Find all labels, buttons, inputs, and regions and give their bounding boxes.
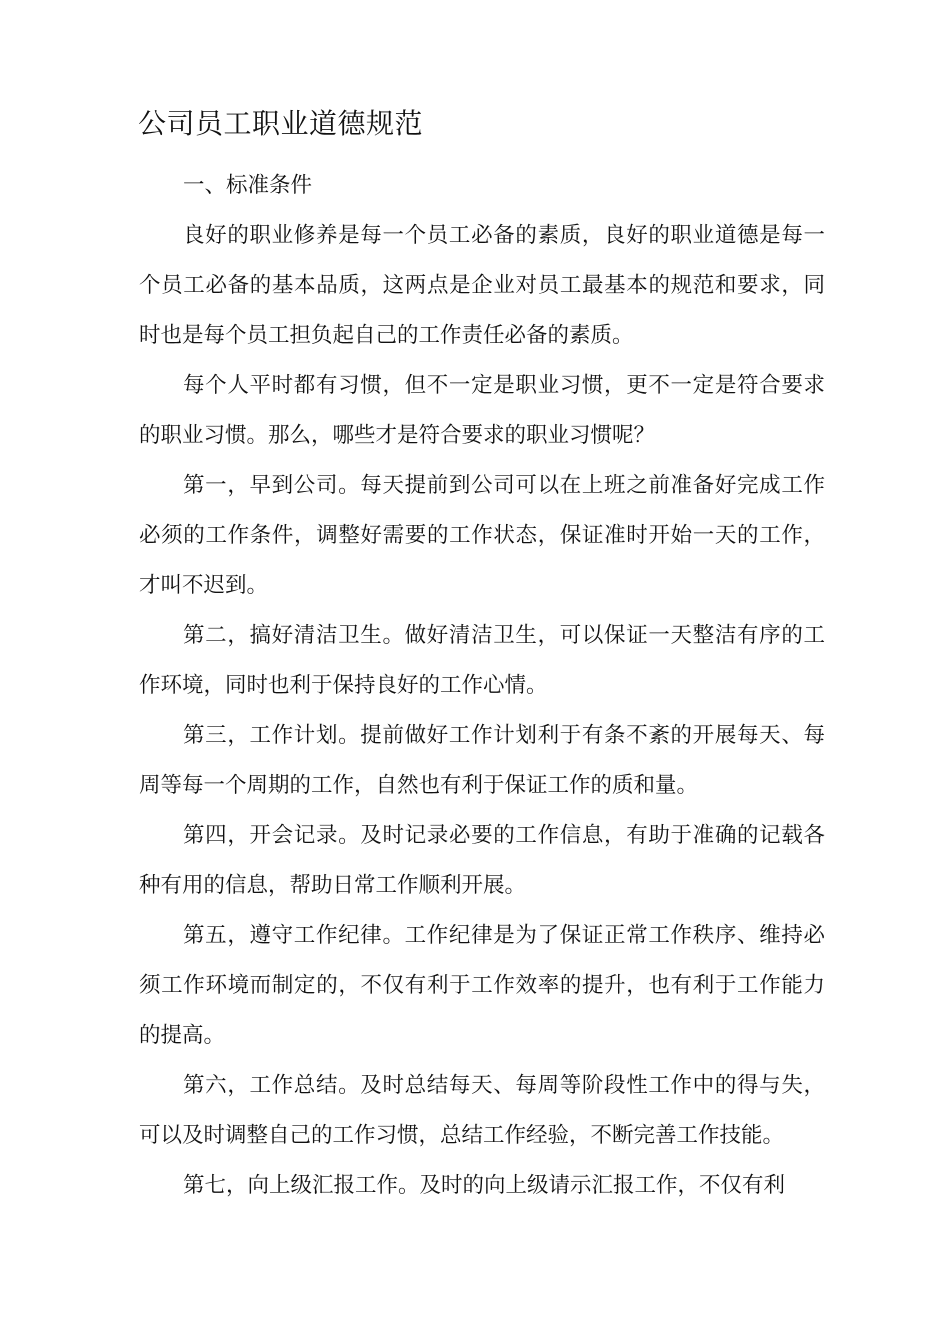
section-heading: 一、标准条件 xyxy=(183,173,313,198)
paragraph: 第一，早到公司。每天提前到公司可以在上班之前准备好完成工作必须的工作条件，调整好需要的工作状态，保证准时开始一天的工作，才叫不迟到。 xyxy=(139,473,825,598)
document-body xyxy=(139,161,825,1211)
paragraph: 第六，工作总结。及时总结每天、每周等阶段性工作中的得与失，可以及时调整自己的工作习惯，总结工作经验，不断完善工作技能。 xyxy=(139,1073,825,1148)
paragraph: 第七，向上级汇报工作。及时的向上级请示汇报工作，不仅有利 xyxy=(183,1173,786,1198)
paragraph: 第四，开会记录。及时记录必要的工作信息，有助于准确的记载各种有用的信息，帮助日常工作顺利开展。 xyxy=(139,823,825,898)
paragraph: 每个人平时都有习惯，但不一定是职业习惯，更不一定是符合要求的职业习惯。那么，哪些才是符合要求的职业习惯呢？ xyxy=(139,373,825,448)
paragraph: 第二，搞好清洁卫生。做好清洁卫生，可以保证一天整洁有序的工作环境，同时也利于保持良好的工作心情。 xyxy=(139,623,825,698)
document-title: 公司员工职业道德规范 xyxy=(138,107,424,140)
paragraph: 良好的职业修养是每一个员工必备的素质，良好的职业道德是每一个员工必备的基本品质，这两点是企业对员工最基本的规范和要求，同时也是每个员工担负起自己的工作责任必备的素质。 xyxy=(139,223,825,348)
paragraph: 第三，工作计划。提前做好工作计划利于有条不紊的开展每天、每周等每一个周期的工作，自然也有利于保证工作的质和量。 xyxy=(139,723,825,798)
paragraph: 第五，遵守工作纪律。工作纪律是为了保证正常工作秩序、维持必须工作环境而制定的，不仅有利于工作效率的提升，也有利于工作能力的提高。 xyxy=(139,923,825,1048)
